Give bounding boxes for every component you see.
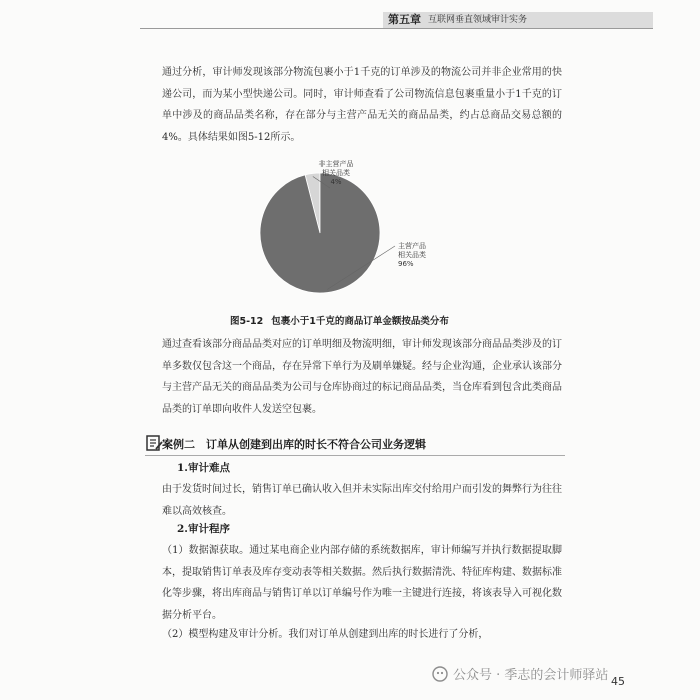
pie-label-1-line-3: 4% bbox=[330, 178, 342, 186]
wechat-icon bbox=[432, 666, 448, 682]
pie-slice-2 bbox=[260, 173, 380, 293]
header-divider bbox=[140, 28, 653, 29]
figure-caption bbox=[230, 313, 449, 327]
case-label: 案例二 bbox=[162, 438, 195, 451]
case-divider bbox=[145, 455, 565, 456]
case-title: 订单从创建到出库的时长不符合公司业务逻辑 bbox=[206, 438, 426, 451]
figure-caption-text: 包裹小于1千克的商品订单金额按品类分布 bbox=[271, 316, 449, 327]
pie-label-2-line-3: 96% bbox=[398, 260, 414, 268]
heading-audit-difficulty: 1.审计难点 bbox=[177, 462, 230, 474]
pie-label-1-line-1: 非主营产品 bbox=[318, 160, 354, 168]
paragraph-data-source: （1）数据源获取。通过某电商企业内部存储的系统数据库，审计师编写并执行数据提取脚本，提取销售订单表及库存变动表等相关数据。然后执行数据清洗、特征库构建、数据标准化等步骤，将出库商品与销售订单以订单编号作为唯一主键进行连接，将该表导入可视化数据分析平台。 bbox=[162, 545, 562, 621]
case-notebook-icon bbox=[145, 434, 163, 452]
watermark bbox=[432, 664, 608, 683]
pie-label-2-line-2: 相关品类 bbox=[398, 251, 426, 259]
paragraph-difficulty: 由于发货时间过长，销售订单已确认收入但并未实际出库交付给用户而引发的舞弊行为往往难以高效核查。 bbox=[162, 484, 562, 517]
chapter-title: 互联网垂直领域审计实务 bbox=[428, 15, 528, 25]
paragraph-model: （2）模型构建及审计分析。我们对订单从创建到出库的时长进行了分析， bbox=[162, 629, 489, 640]
paragraph-findings: 通过查看该部分商品品类对应的订单明细及物流明细，审计师发现该部分商品品类涉及的订单多数仅包含这一个商品，存在异常下单行为及刷单嫌疑。经与企业沟通，企业承认该部分与主营产品无关的商品品类为公司与仓库协商过的标记商品品类，当仓库看到包含此类商品品类的订单即向收件人发送空包裹。 bbox=[162, 339, 562, 415]
watermark-text: 公众号 · 季志的会计师驿站 bbox=[453, 668, 609, 683]
page-number: 45 bbox=[611, 675, 625, 688]
pie-label-1-line-2: 相关品类 bbox=[322, 169, 350, 177]
pie-label-2-line-1: 主营产品 bbox=[398, 242, 426, 250]
heading-audit-procedure: 2.审计程序 bbox=[177, 523, 230, 535]
paragraph-analysis: 通过分析，审计师发现该部分物流包裹小于1千克的订单涉及的物流公司并非企业常用的快递公司，而为某小型快递公司。同时，审计师查看了公司物流信息包裹重量小于1千克的订单中涉及的商品品类名称，存在部分与主营产品无关的商品品类，约占总商品交易总额的4%。具体结果如图5-12所示。 bbox=[162, 67, 562, 143]
figure-number: 图5-12 bbox=[230, 316, 264, 327]
chapter-label: 第五章 bbox=[388, 13, 421, 26]
pie-chart bbox=[250, 148, 450, 308]
